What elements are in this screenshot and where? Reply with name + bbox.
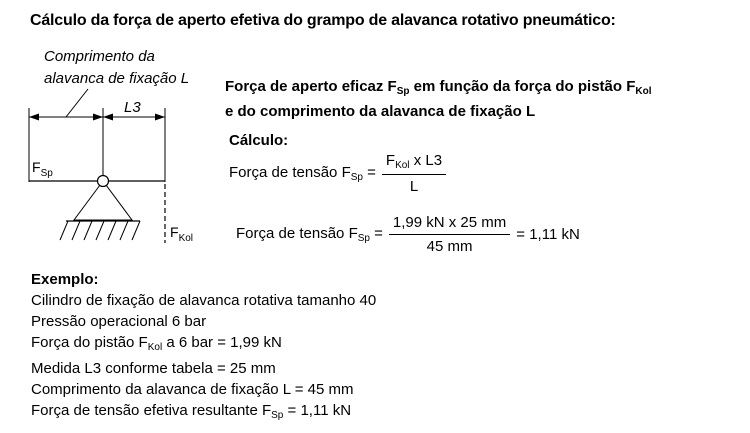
- l3-label: L3: [124, 99, 141, 116]
- description-line1: Força de aperto eficaz $F_{Sp}$ em função da força do pistão $F_{Kol}$: [225, 78, 652, 97]
- formula1-label: Força de tensão $F_{Sp}$ =: [229, 164, 376, 183]
- example-line-3: Força do pistão $F_{Kol}$ a 6 bar = 1,99 kN: [31, 334, 282, 353]
- formula2-label: Força de tensão $F_{Sp}$ =: [236, 225, 383, 244]
- fsp-label: $F_{Sp}$: [32, 159, 53, 179]
- arrowhead-left: [29, 114, 39, 121]
- formula2-denominator: 45 mm: [426, 238, 473, 255]
- description-line2: e do comprimento da alavanca de fixação L: [225, 103, 536, 120]
- example-line-4: Medida L3 conforme tabela = 25 mm: [31, 360, 276, 377]
- formula1-denominator: L: [409, 178, 419, 195]
- example-line-5: Comprimento da alavanca de fixação L = 45 mm: [31, 381, 354, 398]
- example-line-2: Pressão operacional 6 bar: [31, 313, 207, 330]
- example-section: [31, 269, 376, 426]
- lever-label-line2: alavanca de fixação L: [44, 70, 190, 87]
- formula1-fraction: [382, 152, 446, 195]
- fkol-label: $F_{Kol}$: [170, 224, 194, 244]
- formula-general: [229, 152, 452, 195]
- arrowhead-mid-right: [103, 114, 113, 121]
- page-title: Cálculo da força de aperto efetiva do grampo de alavanca rotativo pneumático:: [30, 12, 616, 29]
- arrowhead-right: [155, 114, 165, 121]
- calculation-heading: Cálculo:: [229, 132, 289, 149]
- formula2-result: = 1,11 kN: [516, 226, 580, 243]
- arrowhead-mid-left: [93, 114, 103, 121]
- lever-label-line1: Comprimento da: [44, 48, 155, 65]
- pivot-joint: [98, 176, 109, 187]
- example-heading: Exemplo:: [31, 271, 99, 288]
- ground-hatching: [60, 221, 140, 240]
- formula2-numerator: 1,99 kN x 25 mm: [389, 214, 510, 235]
- label-leader-line: [66, 89, 88, 117]
- example-line-6: Força de tensão efetiva resultante $F_{Sp} = 1,11$ kN: [31, 402, 352, 421]
- formula1-numerator: $F_{Kol}$ x L3: [382, 152, 446, 175]
- formula-numeric: [236, 214, 580, 255]
- example-line-1: Cilindro de fixação de alavanca rotativa tamanho 40: [31, 292, 377, 309]
- formula2-fraction: [389, 214, 510, 255]
- description: [225, 77, 651, 122]
